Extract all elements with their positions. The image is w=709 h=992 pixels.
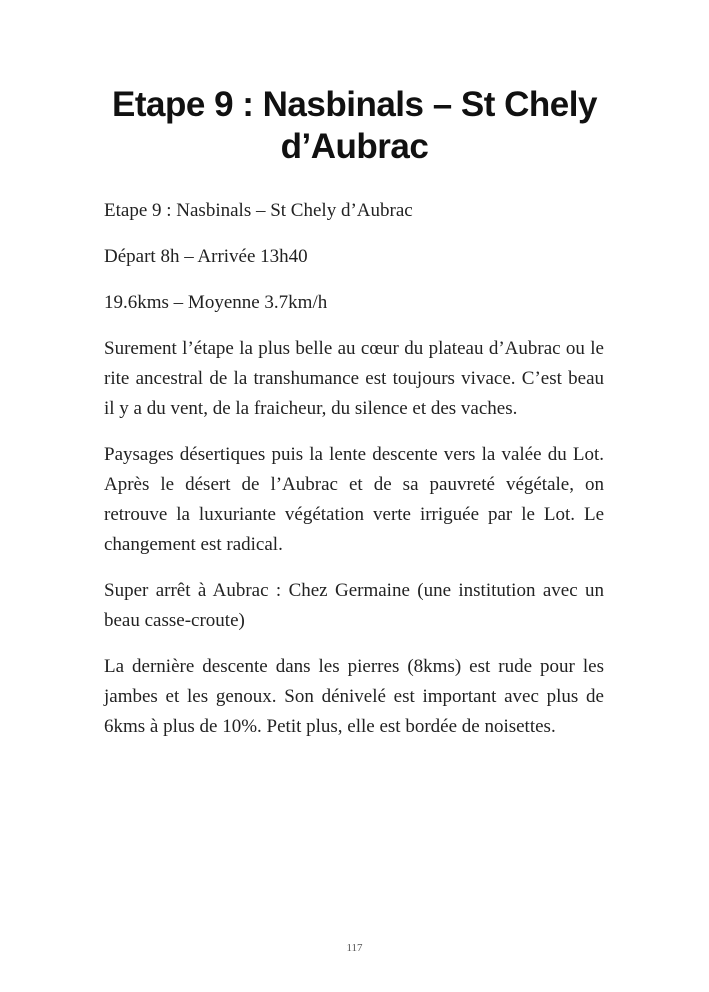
paragraph-descent: La dernière descente dans les pierres (8kms) est rude pour les jambes et les genoux. Son dénivelé est important avec plus de 6kms à plus de 10%. Petit plus, elle est bordée de noisettes. xyxy=(104,656,604,737)
paragraph-plateau: Surement l’étape la plus belle au cœur du plateau d’Aubrac ou le rite ancestral de la transhumance est toujours vivace. C’est beau il y a du vent, de la fraicheur, du silence et des vaches. xyxy=(104,338,604,419)
paragraph-landscape: Paysages désertiques puis la lente descente vers la valée du Lot. Après le désert de l’Aubrac et de sa pauvreté végétale, on retrouve la luxuriante végétation verte irriguée par le Lot. Le changement est radical. xyxy=(104,444,604,555)
stage-name: Etape 9 : Nasbinals – St Chely d’Aubrac xyxy=(104,200,413,221)
departure-arrival: Départ 8h – Arrivée 13h40 xyxy=(104,246,308,267)
body-text xyxy=(104,196,604,758)
page-number: 117 xyxy=(346,942,363,954)
paragraph-stop: Super arrêt à Aubrac : Chez Germaine (une institution avec un beau casse-croute) xyxy=(104,580,604,631)
distance-average: 19.6kms – Moyenne 3.7km/h xyxy=(104,292,328,313)
page-title: Etape 9 : Nasbinals – St Chely d’Aubrac xyxy=(112,85,597,166)
